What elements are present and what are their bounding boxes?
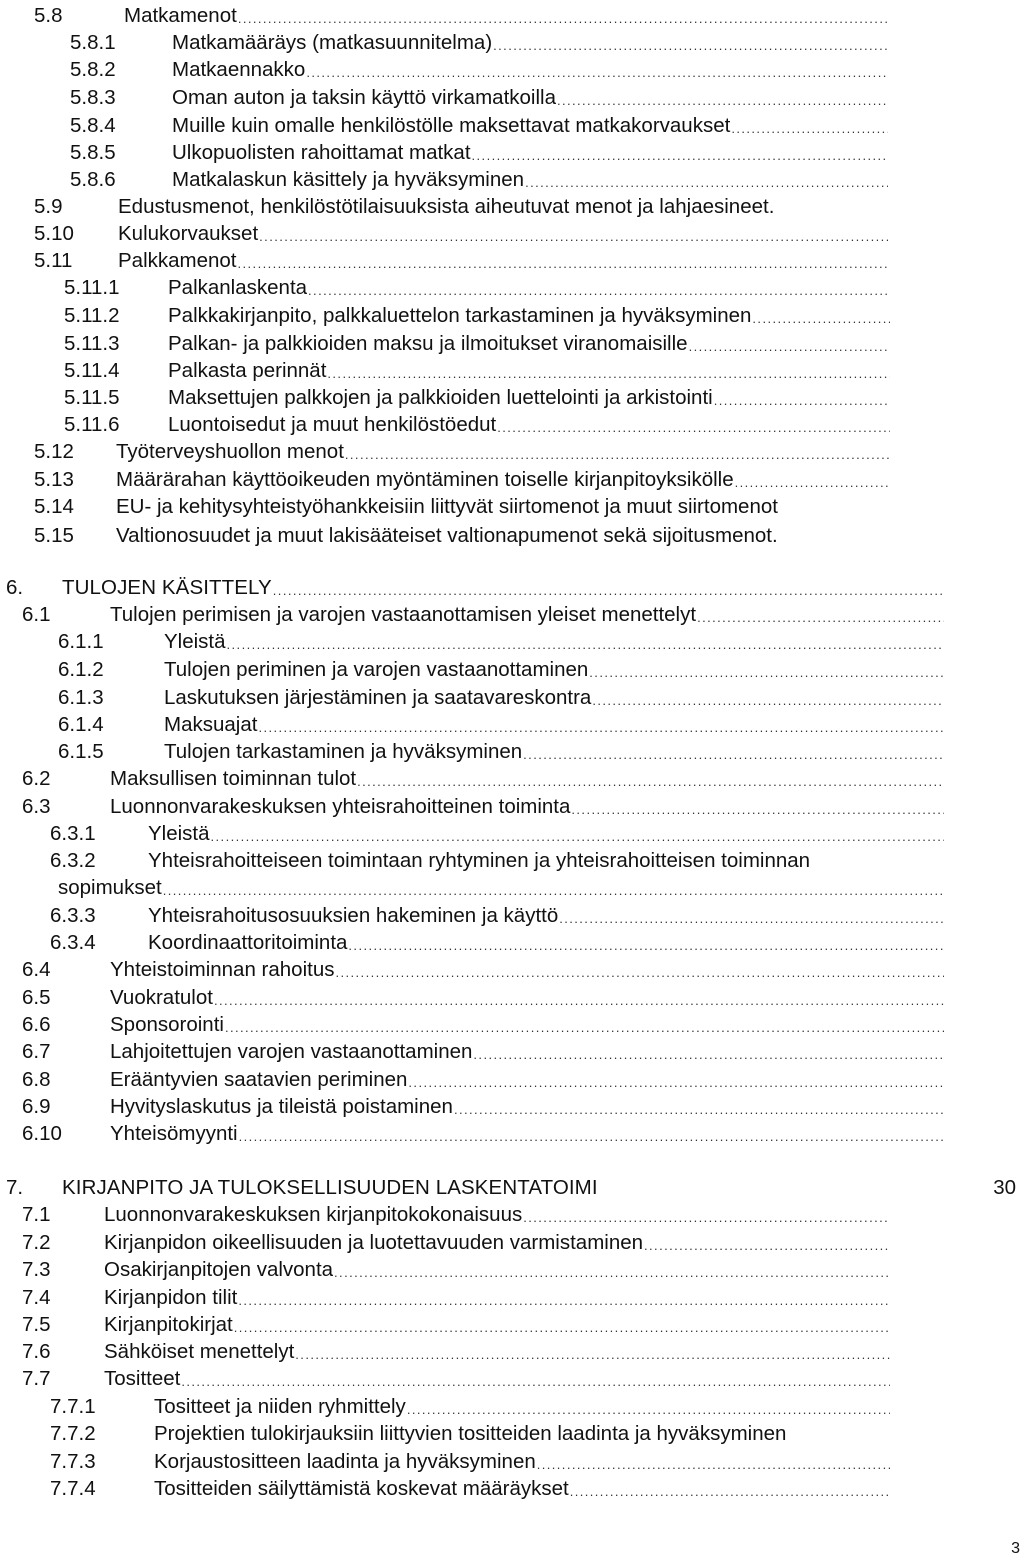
toc-dot-leader bbox=[181, 1372, 890, 1392]
toc-dot-leader bbox=[238, 1291, 890, 1311]
toc-entry[interactable] bbox=[22, 1365, 890, 1392]
toc-dot-leader bbox=[559, 909, 944, 929]
toc-entry-number: 6.3.1 bbox=[50, 822, 96, 845]
toc-entry-title: KIRJANPITO JA TULOKSELLISUUDEN LASKENTATOIMI bbox=[62, 1176, 598, 1199]
toc-dot-leader bbox=[731, 119, 888, 139]
toc-entry-title: Maksuajat bbox=[164, 713, 258, 736]
toc-dot-leader bbox=[348, 936, 944, 956]
toc-entry[interactable] bbox=[34, 247, 888, 274]
toc-entry[interactable] bbox=[22, 1038, 944, 1065]
toc-entry[interactable] bbox=[22, 1066, 944, 1093]
toc-entry-number: 5.8.1 bbox=[70, 31, 116, 54]
toc-entry[interactable] bbox=[58, 711, 944, 738]
toc-dot-leader bbox=[454, 1100, 944, 1120]
toc-dot-leader bbox=[697, 608, 944, 628]
toc-entry-title: Palkan- ja palkkioiden maksu ja ilmoitukset viranomaisille bbox=[168, 332, 688, 355]
toc-entry-number: 7.1 bbox=[22, 1203, 51, 1226]
toc-entry-title: TULOJEN KÄSITTELY bbox=[62, 576, 272, 599]
toc-dot-leader bbox=[258, 718, 944, 738]
toc-dot-leader bbox=[308, 281, 890, 301]
toc-entry[interactable] bbox=[58, 874, 944, 901]
toc-entry[interactable] bbox=[34, 438, 890, 465]
toc-entry-number: 5.8.6 bbox=[70, 168, 116, 191]
toc-entry-title: Yhteistoiminnan rahoitus bbox=[110, 958, 335, 981]
toc-entry[interactable] bbox=[22, 1201, 890, 1228]
toc-entry-title: Kirjanpitokirjat bbox=[104, 1313, 233, 1336]
toc-entry-title: EU- ja kehitysyhteistyöhankkeisiin liittyvät siirtomenot ja muut siirtomenot bbox=[116, 495, 778, 518]
toc-dot-leader bbox=[689, 337, 890, 357]
toc-entry-number: 5.8.4 bbox=[70, 114, 116, 137]
toc-entry-number: 5.8 bbox=[34, 4, 63, 27]
toc-entry[interactable] bbox=[34, 220, 888, 247]
toc-entry-number: 6.9 bbox=[22, 1095, 51, 1118]
toc-entry[interactable] bbox=[70, 56, 888, 83]
toc-dot-leader bbox=[273, 581, 944, 601]
toc-entry[interactable] bbox=[50, 820, 944, 847]
toc-entry[interactable] bbox=[22, 765, 944, 792]
toc-entry-number: 6.7 bbox=[22, 1040, 51, 1063]
toc-entry-number: 6.1 bbox=[22, 603, 51, 626]
toc-entry-number: 6.10 bbox=[22, 1122, 62, 1145]
toc-entry-title: Palkasta perinnät bbox=[168, 359, 327, 382]
toc-entry-number: 6.1.4 bbox=[58, 713, 104, 736]
toc-entry[interactable] bbox=[50, 1393, 890, 1420]
toc-entry-title: Oman auton ja taksin käyttö virkamatkoilla bbox=[172, 86, 556, 109]
toc-entry[interactable] bbox=[58, 684, 944, 711]
toc-entry[interactable] bbox=[70, 139, 888, 166]
toc-entry[interactable] bbox=[64, 411, 890, 438]
toc-entry-title: Osakirjanpitojen valvonta bbox=[104, 1258, 334, 1281]
toc-entry-number: 5.11 bbox=[34, 249, 73, 272]
toc-entry-number: 7.2 bbox=[22, 1231, 51, 1254]
toc-entry[interactable] bbox=[64, 274, 890, 301]
toc-entry-number: 5.11.5 bbox=[64, 386, 120, 409]
toc-entry-title: Luonnonvarakeskuksen kirjanpitokokonaisuus bbox=[104, 1203, 523, 1226]
toc-entry-title: Määrärahan käyttöoikeuden myöntäminen toiselle kirjanpitoyksikölle bbox=[116, 468, 734, 491]
toc-dot-leader bbox=[570, 1482, 890, 1502]
toc-entry-title: Matkaennakko bbox=[172, 58, 306, 81]
toc-entry-title: Muille kuin omalle henkilöstölle maksettavat matkakorvaukset bbox=[172, 114, 731, 137]
toc-entry[interactable] bbox=[64, 357, 890, 384]
toc-entry[interactable] bbox=[70, 29, 888, 56]
toc-dot-leader bbox=[238, 254, 888, 274]
toc-entry-number: 7. bbox=[6, 1176, 24, 1199]
toc-entry-number: 7.3 bbox=[22, 1258, 51, 1281]
toc-entry-number: 5.14 bbox=[34, 495, 74, 518]
toc-entry[interactable] bbox=[64, 302, 890, 329]
toc-entry-title: Palkanlaskenta bbox=[168, 276, 308, 299]
toc-dot-leader bbox=[493, 36, 888, 56]
toc-dot-leader bbox=[752, 309, 890, 329]
toc-entry[interactable] bbox=[22, 793, 944, 820]
toc-entry-number: 5.13 bbox=[34, 468, 74, 491]
toc-entry-number: 7.6 bbox=[22, 1340, 51, 1363]
toc-entry-number: 6.6 bbox=[22, 1013, 51, 1036]
toc-dot-leader bbox=[472, 146, 888, 166]
toc-dot-leader bbox=[735, 473, 890, 493]
toc-entry-number: 6. bbox=[6, 576, 24, 599]
toc-entry[interactable] bbox=[50, 847, 944, 874]
toc-entry[interactable] bbox=[22, 1338, 890, 1365]
toc-entry-number: 7.7.4 bbox=[50, 1477, 96, 1500]
toc-entry-title: Ulkopuolisten rahoittamat matkat bbox=[172, 141, 471, 164]
toc-entry-title: Valtionosuudet ja muut lakisääteiset valtionapumenot sekä sijoitusmenot. bbox=[116, 524, 778, 547]
toc-entry-number: 5.11.2 bbox=[64, 304, 120, 327]
toc-entry-title: Palkkakirjanpito, palkkaluettelon tarkastaminen ja hyväksyminen bbox=[168, 304, 752, 327]
toc-entry-number: 6.1.5 bbox=[58, 740, 104, 763]
toc-entry[interactable] bbox=[70, 84, 888, 111]
toc-entry[interactable] bbox=[22, 1256, 890, 1283]
toc-entry-number: 7.4 bbox=[22, 1286, 51, 1309]
toc-entry[interactable] bbox=[70, 112, 888, 139]
toc-entry-title: Tulojen tarkastaminen ja hyväksyminen bbox=[164, 740, 523, 763]
toc-entry-number: 5.8.3 bbox=[70, 86, 116, 109]
toc-entry[interactable] bbox=[22, 956, 944, 983]
toc-entry-number: 6.3.2 bbox=[50, 849, 96, 872]
toc-entry-number: 6.3.3 bbox=[50, 904, 96, 927]
toc-entry-title: Maksettujen palkkojen ja palkkioiden luettelointi ja arkistointi bbox=[168, 386, 713, 409]
toc-dot-leader bbox=[571, 800, 944, 820]
toc-entry-title: Matkalaskun käsittely ja hyväksyminen bbox=[172, 168, 525, 191]
toc-entry-title: Palkkamenot bbox=[118, 249, 237, 272]
toc-entry-title: Tositteiden säilyttämistä koskevat määräykset bbox=[154, 1477, 569, 1500]
toc-entry-title: Sponsorointi bbox=[110, 1013, 224, 1036]
toc-dot-leader bbox=[525, 173, 888, 193]
toc-entry-title: Tositteet ja niiden ryhmittely bbox=[154, 1395, 406, 1418]
toc-dot-leader bbox=[537, 1455, 890, 1475]
toc-entry-title: Tulojen periminen ja varojen vastaanottaminen bbox=[164, 658, 589, 681]
toc-entry-number: 5.11.4 bbox=[64, 359, 120, 382]
toc-entry-number: 5.8.2 bbox=[70, 58, 116, 81]
toc-entry-title: Yhteisrahoitusosuuksien hakeminen ja käyttö bbox=[148, 904, 559, 927]
toc-entry-number: 6.1.1 bbox=[58, 630, 104, 653]
toc-dot-leader bbox=[327, 364, 890, 384]
toc-dot-leader bbox=[473, 1045, 944, 1065]
toc-dot-leader bbox=[407, 1400, 890, 1420]
toc-entry-title: Työterveyshuollon menot bbox=[116, 440, 344, 463]
toc-entry[interactable] bbox=[58, 738, 944, 765]
toc-entry-title: Yleistä bbox=[148, 822, 210, 845]
toc-entry-title: Hyvityslaskutus ja tileistä poistaminen bbox=[110, 1095, 453, 1118]
toc-entry-title: Tulojen perimisen ja varojen vastaanottamisen yleiset menettelyt bbox=[110, 603, 697, 626]
toc-dot-leader bbox=[214, 991, 944, 1011]
toc-dot-leader bbox=[259, 227, 888, 247]
toc-dot-leader bbox=[714, 391, 890, 411]
toc-dot-leader bbox=[336, 963, 945, 983]
toc-entry-title: Koordinaattoritoiminta bbox=[148, 931, 348, 954]
toc-entry-number: 7.7.2 bbox=[50, 1422, 96, 1445]
toc-entry[interactable] bbox=[22, 1011, 944, 1038]
toc-entry[interactable] bbox=[22, 1284, 890, 1311]
toc-entry[interactable] bbox=[50, 1420, 900, 1447]
toc-entry-title: Yleistä bbox=[164, 630, 226, 653]
page-number: 3 bbox=[1011, 1540, 1020, 1557]
toc-entry-title: Erääntyvien saatavien periminen bbox=[110, 1068, 408, 1091]
toc-entry[interactable] bbox=[22, 1311, 890, 1338]
toc-entry-number: 5.10 bbox=[34, 222, 74, 245]
toc-entry-number: 6.8 bbox=[22, 1068, 51, 1091]
toc-dot-leader bbox=[592, 691, 944, 711]
toc-entry-page: 30 bbox=[993, 1176, 1016, 1199]
toc-entry-title: Projektien tulokirjauksiin liittyvien tositteiden laadinta ja hyväksyminen bbox=[154, 1422, 787, 1445]
toc-entry-title: Lahjoitettujen varojen vastaanottaminen bbox=[110, 1040, 473, 1063]
toc-entry-number: 5.11.3 bbox=[64, 332, 120, 355]
toc-entry-number: 7.7.1 bbox=[50, 1395, 96, 1418]
toc-entry[interactable] bbox=[22, 1093, 944, 1120]
toc-entry-number: 7.7.3 bbox=[50, 1450, 96, 1473]
toc-dot-leader bbox=[557, 91, 888, 111]
toc-dot-leader bbox=[211, 827, 944, 847]
toc-entry-number: 6.1.3 bbox=[58, 686, 104, 709]
toc-entry[interactable] bbox=[6, 1174, 960, 1201]
toc-entry-title: sopimukset bbox=[58, 876, 162, 899]
toc-entry[interactable] bbox=[22, 1229, 890, 1256]
toc-dot-leader bbox=[238, 9, 888, 29]
toc-entry-title: Kirjanpidon tilit bbox=[104, 1286, 238, 1309]
toc-entry[interactable] bbox=[70, 166, 888, 193]
toc-entry-title: Sähköiset menettelyt bbox=[104, 1340, 295, 1363]
toc-dot-leader bbox=[497, 418, 890, 438]
toc-entry-number: 5.11.1 bbox=[64, 276, 120, 299]
toc-entry-number: 5.11.6 bbox=[64, 413, 120, 436]
toc-entry-number: 6.3.4 bbox=[50, 931, 96, 954]
toc-entry-title: Kulukorvaukset bbox=[118, 222, 259, 245]
toc-dot-leader bbox=[408, 1073, 944, 1093]
toc-entry[interactable] bbox=[34, 193, 900, 220]
toc-entry[interactable] bbox=[22, 984, 944, 1011]
toc-entry-number: 6.4 bbox=[22, 958, 51, 981]
toc-entry[interactable] bbox=[6, 574, 944, 601]
toc-dot-leader bbox=[163, 881, 944, 901]
toc-dot-leader bbox=[357, 772, 944, 792]
toc-entry[interactable] bbox=[34, 493, 900, 520]
toc-dot-leader bbox=[644, 1236, 890, 1256]
toc-entry[interactable] bbox=[50, 929, 944, 956]
toc-entry[interactable] bbox=[34, 522, 900, 549]
toc-entry-title: Tositteet bbox=[104, 1367, 181, 1390]
toc-dot-leader bbox=[589, 663, 944, 683]
toc-dot-leader bbox=[523, 1208, 890, 1228]
toc-entry-number: 6.5 bbox=[22, 986, 51, 1009]
toc-entry-title: Korjaustositteen laadinta ja hyväksyminen bbox=[154, 1450, 536, 1473]
toc-entry-title: Kirjanpidon oikeellisuuden ja luotettavuuden varmistaminen bbox=[104, 1231, 644, 1254]
toc-entry-title: Yhteisrahoitteiseen toimintaan ryhtyminen ja yhteisrahoitteisen toiminnan bbox=[148, 849, 811, 872]
toc-entry-title: Maksullisen toiminnan tulot bbox=[110, 767, 357, 790]
toc-entry[interactable] bbox=[50, 902, 944, 929]
toc-entry[interactable] bbox=[58, 628, 944, 655]
toc-dot-leader bbox=[345, 445, 890, 465]
toc-entry-number: 5.12 bbox=[34, 440, 74, 463]
toc-entry-title: Vuokratulot bbox=[110, 986, 213, 1009]
toc-entry-title: Matkamenot bbox=[124, 4, 237, 27]
toc-dot-leader bbox=[225, 1018, 944, 1038]
toc-entry-title: Laskutuksen järjestäminen ja saatavareskontra bbox=[164, 686, 592, 709]
toc-entry[interactable] bbox=[50, 1475, 890, 1502]
toc-dot-leader bbox=[234, 1318, 890, 1338]
toc-entry-number: 6.3 bbox=[22, 795, 51, 818]
toc-entry[interactable] bbox=[34, 466, 890, 493]
toc-entry-number: 6.1.2 bbox=[58, 658, 104, 681]
toc-entry-title: Yhteisömyynti bbox=[110, 1122, 238, 1145]
toc-entry[interactable] bbox=[58, 656, 944, 683]
toc-entry-number: 5.15 bbox=[34, 524, 74, 547]
toc-entry-number: 5.8.5 bbox=[70, 141, 116, 164]
toc-entry-title: Luonnonvarakeskuksen yhteisrahoitteinen toiminta bbox=[110, 795, 571, 818]
toc-entry-number: 5.9 bbox=[34, 195, 63, 218]
toc-entry-title: Matkamääräys (matkasuunnitelma) bbox=[172, 31, 493, 54]
toc-entry[interactable] bbox=[22, 1120, 944, 1147]
toc-entry-number: 7.7 bbox=[22, 1367, 51, 1390]
toc-entry[interactable] bbox=[34, 2, 888, 29]
toc-entry-title: Luontoisedut ja muut henkilöstöedut bbox=[168, 413, 497, 436]
toc-entry[interactable] bbox=[22, 601, 944, 628]
toc-entry[interactable] bbox=[64, 330, 890, 357]
toc-entry[interactable] bbox=[64, 384, 890, 411]
toc-dot-leader bbox=[523, 745, 944, 765]
toc-dot-leader bbox=[306, 63, 888, 83]
toc-entry-number: 7.5 bbox=[22, 1313, 51, 1336]
toc-entry-title: Edustusmenot, henkilöstötilaisuuksista aiheutuvat menot ja lahjaesineet. bbox=[118, 195, 775, 218]
toc-dot-leader bbox=[227, 635, 944, 655]
toc-dot-leader bbox=[239, 1127, 944, 1147]
toc-dot-leader bbox=[295, 1345, 890, 1365]
toc-entry-number: 6.2 bbox=[22, 767, 51, 790]
toc-entry[interactable] bbox=[50, 1448, 890, 1475]
toc-dot-leader bbox=[334, 1263, 890, 1283]
